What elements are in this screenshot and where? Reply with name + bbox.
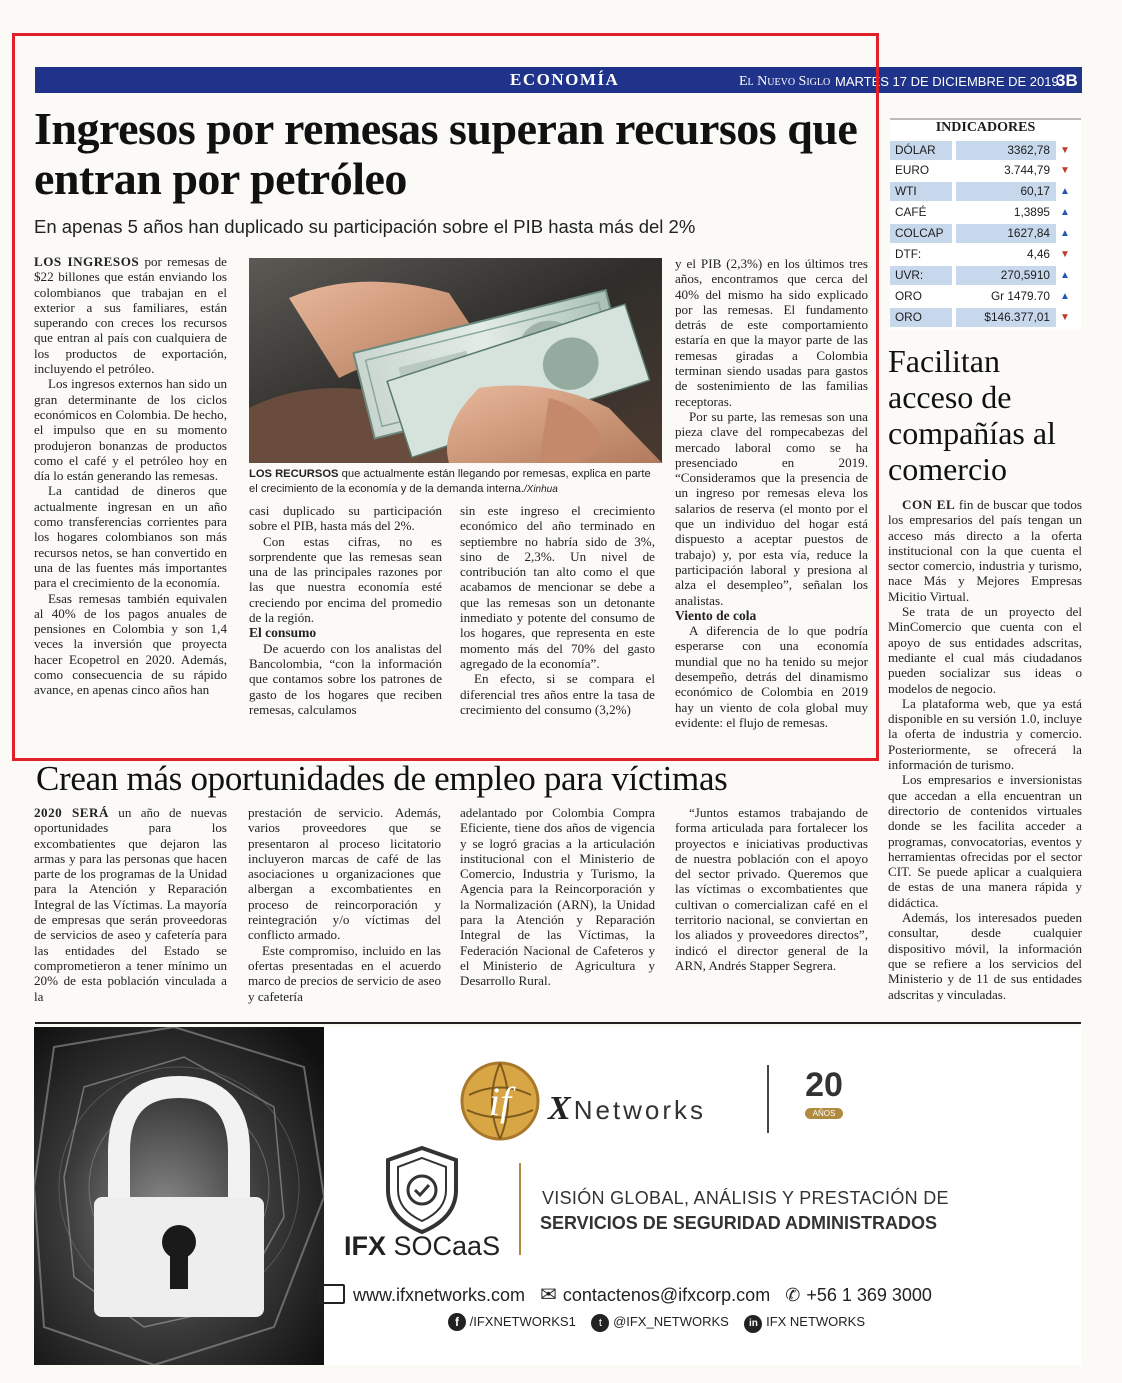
facebook-handle[interactable]: /IFXNETWORKS1 xyxy=(469,1314,576,1329)
indicator-value: Gr 1479.70 xyxy=(990,289,1050,303)
ad-tagline-1: VISIÓN GLOBAL, ANÁLISIS Y PRESTACIÓN DE xyxy=(542,1188,949,1208)
paragraph: Los ingresos externos han sido un gran determinante de los ciclos económicos en Colombia. De hecho, el impulso que en su momento produjeron bonanzas de productos como el café y el petróleo hoy en día lo están generando las remesas. xyxy=(34,376,227,484)
highlight-frame xyxy=(12,33,879,761)
paragraph: Se trata de un proyecto del MinComercio que cuenta con el apoyo de sus entidades adscritas, mediante el cual más ciudadanos pueden socializar sus ideas o modelos de negocio. xyxy=(888,604,1082,696)
svg-text:if: if xyxy=(488,1079,512,1124)
arrow-down-icon: ▼ xyxy=(1060,312,1070,323)
article2-column-2 xyxy=(248,805,441,1004)
indicator-value: $146.377,01 xyxy=(956,308,1056,327)
indicator-row xyxy=(890,182,1081,201)
indicator-name: ORO xyxy=(890,308,952,327)
paragraph: “Juntos estamos trabajando de forma articulada para fortalecer los proyectos e iniciativas productivas de nuestra población con el apoyo del sector privado. Queremos que las víctimas o excombatientes que cultivan o comercializan café en el territorio nacional, se conviertan en los aliados y proveedores directos”, indicó el director general de la ARN, Andrés Stapper Segrera. xyxy=(675,805,868,973)
linkedin-icon: in xyxy=(744,1315,762,1333)
section-label: ECONOMÍA xyxy=(510,70,620,89)
arrow-up-icon: ▲ xyxy=(1060,228,1070,239)
paragraph: De acuerdo con los analistas del Bancolombia, “con la información que contamos sobre los patrones de gasto de los hogares que reciben remesas, calculamos xyxy=(249,640,442,717)
indicator-name: WTI xyxy=(890,182,952,201)
product-suffix: SOCaaS xyxy=(393,1231,501,1261)
linkedin-handle[interactable]: IFX NETWORKS xyxy=(766,1314,866,1329)
subheading: El consumo xyxy=(249,625,317,641)
arrow-down-icon: ▼ xyxy=(1060,145,1070,156)
paragraph: Esas remesas también equivalen al 40% de los pagos anuales de pensiones en Colombia y son 1,4 veces la inversión que proyecta hacer Ecopetrol en 2020. Además, como consecuencia de su rápido avance, en apenas cinco años han xyxy=(34,590,227,698)
shield-check-icon xyxy=(382,1144,462,1236)
indicator-value: 270,5910 xyxy=(956,266,1056,285)
gold-divider xyxy=(519,1163,521,1255)
facebook-icon: f xyxy=(448,1313,466,1331)
paragraph: Por su parte, las remesas son una pieza clave del rompecabezas del mercado laboral como se ha presenciado en 2019. “Consideramos que la presencia de un ingreso por remesas eleva los salarios de reserva (el monto por el que un individuo del hogar está dispuesto a aceptar puestos de trabajo) y, por esta vía, reduce la participación laboral y presiona al alza el desempleo”, señalan los analistas. xyxy=(675,408,868,608)
article-headline: Ingresos por remesas superan recursos que entran por petróleo xyxy=(34,103,858,204)
ad-brand-name: Networks xyxy=(573,1095,707,1125)
page-number: 3B xyxy=(1056,71,1078,90)
arrow-up-icon: ▲ xyxy=(1060,291,1070,302)
anniversary-badge xyxy=(789,1067,859,1121)
indicator-name: CAFÉ xyxy=(895,205,927,219)
indicator-row xyxy=(890,203,1081,222)
article2-column-4 xyxy=(675,805,868,973)
arrow-down-icon: ▼ xyxy=(1060,249,1070,260)
product-name xyxy=(344,1231,500,1262)
ad-phone: +56 1 369 3000 xyxy=(806,1285,932,1305)
indicator-row xyxy=(890,245,1081,264)
article2-column-1 xyxy=(34,805,227,1004)
paragraph: Los empresarios e inversionistas que accedan a ella encuentran un directorio de contenidos virtuales donde se les facilita acceder a programas, convocatorias, eventos y herramientas ofrecidas por el sector CIT. Se puede aplicar a cualquiera de estas de una manera rápida y didáctica. xyxy=(888,772,1082,910)
paragraph: por remesas de $22 billones que están enviando los colombianos que trabajan en el exterior a sus familiares, están superando con creces los recursos que entran al país con cualquiera de los productos de exportación, incluyendo el petróleo. xyxy=(34,254,227,377)
indicator-value: 3.744,79 xyxy=(1004,163,1050,177)
paragraph: Además, los interesados pueden consultar, desde cualquier dispositivo móvil, la información que se refiere a los servicios del Ministerio y de 11 de sus entidades adscritas y vinculadas. xyxy=(888,910,1082,1002)
ad-brand: XNetworks xyxy=(548,1090,707,1127)
arrow-up-icon: ▲ xyxy=(1060,207,1070,218)
lead-in: 2020 SERÁ xyxy=(34,805,109,820)
ad-website[interactable]: www.ifxnetworks.com xyxy=(353,1285,526,1305)
lead-in: LOS INGRESOS xyxy=(34,254,140,269)
indicator-value: 1,3895 xyxy=(1013,205,1050,219)
indicators-title: INDICADORES xyxy=(935,120,1036,135)
indicator-value: 4,46 xyxy=(1027,247,1050,261)
indicator-row xyxy=(890,161,1081,180)
anniversary-word: AÑOS xyxy=(805,1108,844,1119)
divider xyxy=(767,1065,769,1133)
mail-icon: ✉ xyxy=(540,1284,557,1306)
indicator-row xyxy=(890,266,1081,285)
twitter-handle[interactable]: @IFX_NETWORKS xyxy=(613,1314,729,1329)
paragraph: sin este ingreso el crecimiento económico del año terminado en septiembre no habría sido de 3%, sino de 2,3%. Un nivel de contribución tan alto como el que acabamos de mencionar se debe a que las remesas son un detonante inmediato y potente del consumo de los hogares, que representa en este momento más del 70% del gasto agregado de la economía”. xyxy=(460,503,655,671)
indicator-row xyxy=(890,308,1081,327)
paragraph: casi duplicado su participación sobre el PIB, hasta más del 2%. xyxy=(249,503,442,534)
twitter-icon: t xyxy=(591,1314,609,1332)
side-article-headline: Facilitan acceso de compañías al comercio xyxy=(888,343,1056,487)
indicator-row xyxy=(890,287,1081,306)
indicator-name: EURO xyxy=(895,163,930,177)
article2-column-3 xyxy=(460,805,655,989)
arrow-up-icon: ▲ xyxy=(1060,186,1070,197)
paragraph: fin de buscar que todos los empresarios del país tengan un acceso más directo a la oferta institucional con la que cuenta el sector comercio, industria y turismo, nace Más y Mejores Empresas Micitio Virtual. xyxy=(888,497,1082,604)
indicator-value: 60,17 xyxy=(956,182,1056,201)
paragraph: En efecto, si se compara el diferencial tres años entre la tasa de crecimiento del consumo (3,2%) xyxy=(460,671,655,717)
indicator-row xyxy=(890,141,1081,160)
ad-tagline-2: SERVICIOS DE SEGURIDAD ADMINISTRADOS xyxy=(540,1213,938,1233)
advertisement xyxy=(34,1027,1081,1365)
photo-credit: /Xinhua xyxy=(523,484,558,495)
anniversary-number: 20 xyxy=(805,1066,843,1104)
masthead: El Nuevo Siglo xyxy=(739,74,831,89)
caption-lead: LOS RECURSOS xyxy=(249,468,339,480)
paragraph: La plataforma web, que ya está disponible en su versión 1.0, incluye la oferta de industria y comercio. Posteriormente, se ofrecerá la información de turismo. xyxy=(888,695,1082,773)
date-line: MARTES 17 DE DICIEMBRE DE 2019 xyxy=(835,74,1059,89)
side-article-body xyxy=(888,497,1082,1002)
web-icon xyxy=(319,1284,345,1304)
caption-text: que actualmente están llegando por remesas, explica en parte el crecimiento de la economía y de la demanda interna. xyxy=(249,468,651,495)
paragraph: La cantidad de dineros que actualmente ingresan en un año como transferencias corrientes para los hogares colombianos son más recursos netos, se han convertido en una de las fuentes más importantes para el crecimiento de la economía. xyxy=(34,483,227,591)
arrow-up-icon: ▲ xyxy=(1060,270,1070,281)
divider xyxy=(35,1022,1081,1024)
indicator-name: ORO xyxy=(895,289,922,303)
paragraph: y el PIB (2,3%) en los últimos tres años, encontramos que cerca del 40% del mismo ha sido explicado por las remesas. El fundamento detrás de este comportamiento estaría en que la mayor parte de las remesas giradas a Colombia terminan siendo usadas para gastos de sostenimiento de las familias receptoras. xyxy=(675,256,868,409)
subheading: Viento de cola xyxy=(675,607,757,623)
indicator-value: 3362,78 xyxy=(956,141,1056,160)
indicator-row xyxy=(890,224,1081,243)
ifx-globe-logo-icon xyxy=(459,1060,541,1142)
paragraph: Este compromiso, incluido en las ofertas presentadas en el acuerdo marco de precios de servicio de aseo y cafetería xyxy=(248,942,441,1004)
social-line xyxy=(448,1313,908,1333)
article-deck: En apenas 5 años han duplicado su participación sobre el PIB hasta más del 2% xyxy=(34,216,696,237)
paragraph: adelantado por Colombia Compra Eficiente, tiene dos años de vigencia y se logró gracias a la articulación institucional con el Ministerio de Comercio, Industria y Turismo, la Agencia para la Reincorporación y la Normalización (ARN), la Unidad para la Atención y Reparación Integral de las Víctimas, la Federación Nacional de Cafeteros y el Ministerio de Agricultura y Desarrollo Rural. xyxy=(460,805,655,989)
indicator-value: 1627,84 xyxy=(956,224,1056,243)
paragraph: un año de nuevas oportunidades para los excombatientes que dejaron las armas y para las personas que hacen parte de los programas de la Unidad para la Atención y Reparación Integral de las Víctimas. La mayoría de empresas que serán proveedoras de servicios de aseo y cafetería para las entidades del Estado se comprometieron a tener mínimo un 20% de esta población vinculada a la xyxy=(34,805,228,1004)
indicator-name: DÓLAR xyxy=(890,141,952,160)
product-prefix: IFX xyxy=(344,1231,387,1261)
arrow-down-icon: ▼ xyxy=(1060,165,1070,176)
lead-in: CON EL xyxy=(902,497,956,512)
contact-line xyxy=(319,1282,1019,1307)
paragraph: prestación de servicio. Además, varios proveedores que se presentaron al proceso licitatorio incluyeron marcas de café de las asociaciones u organizaciones que albergan a excombatientes en proceso de reincorporación y reintegración y/o víctimas del conflicto armado. xyxy=(248,805,441,943)
indicator-name: COLCAP xyxy=(890,224,952,243)
ad-email[interactable]: contactenos@ifxcorp.com xyxy=(562,1285,771,1305)
paragraph: Con estas cifras, no es sorprendente que las remesas sean una de las principales razones por las que nuestra economía esté creciendo por encima del promedio de la región. xyxy=(249,533,442,626)
article2-headline: Crean más oportunidades de empleo para víctimas xyxy=(36,759,728,798)
paragraph: A diferencia de lo que podría esperarse con una economía mundial que no ha tenido su mejor desempeño, detrás del dinamismo económico de Colombia en 2019 hay un viento de cola global muy evidente: el flujo de remesas. xyxy=(675,623,868,730)
padlock-illustration xyxy=(34,1027,324,1365)
indicator-name: DTF: xyxy=(895,247,922,261)
phone-icon: ✆ xyxy=(785,1285,801,1305)
indicator-name: UVR: xyxy=(890,266,952,285)
